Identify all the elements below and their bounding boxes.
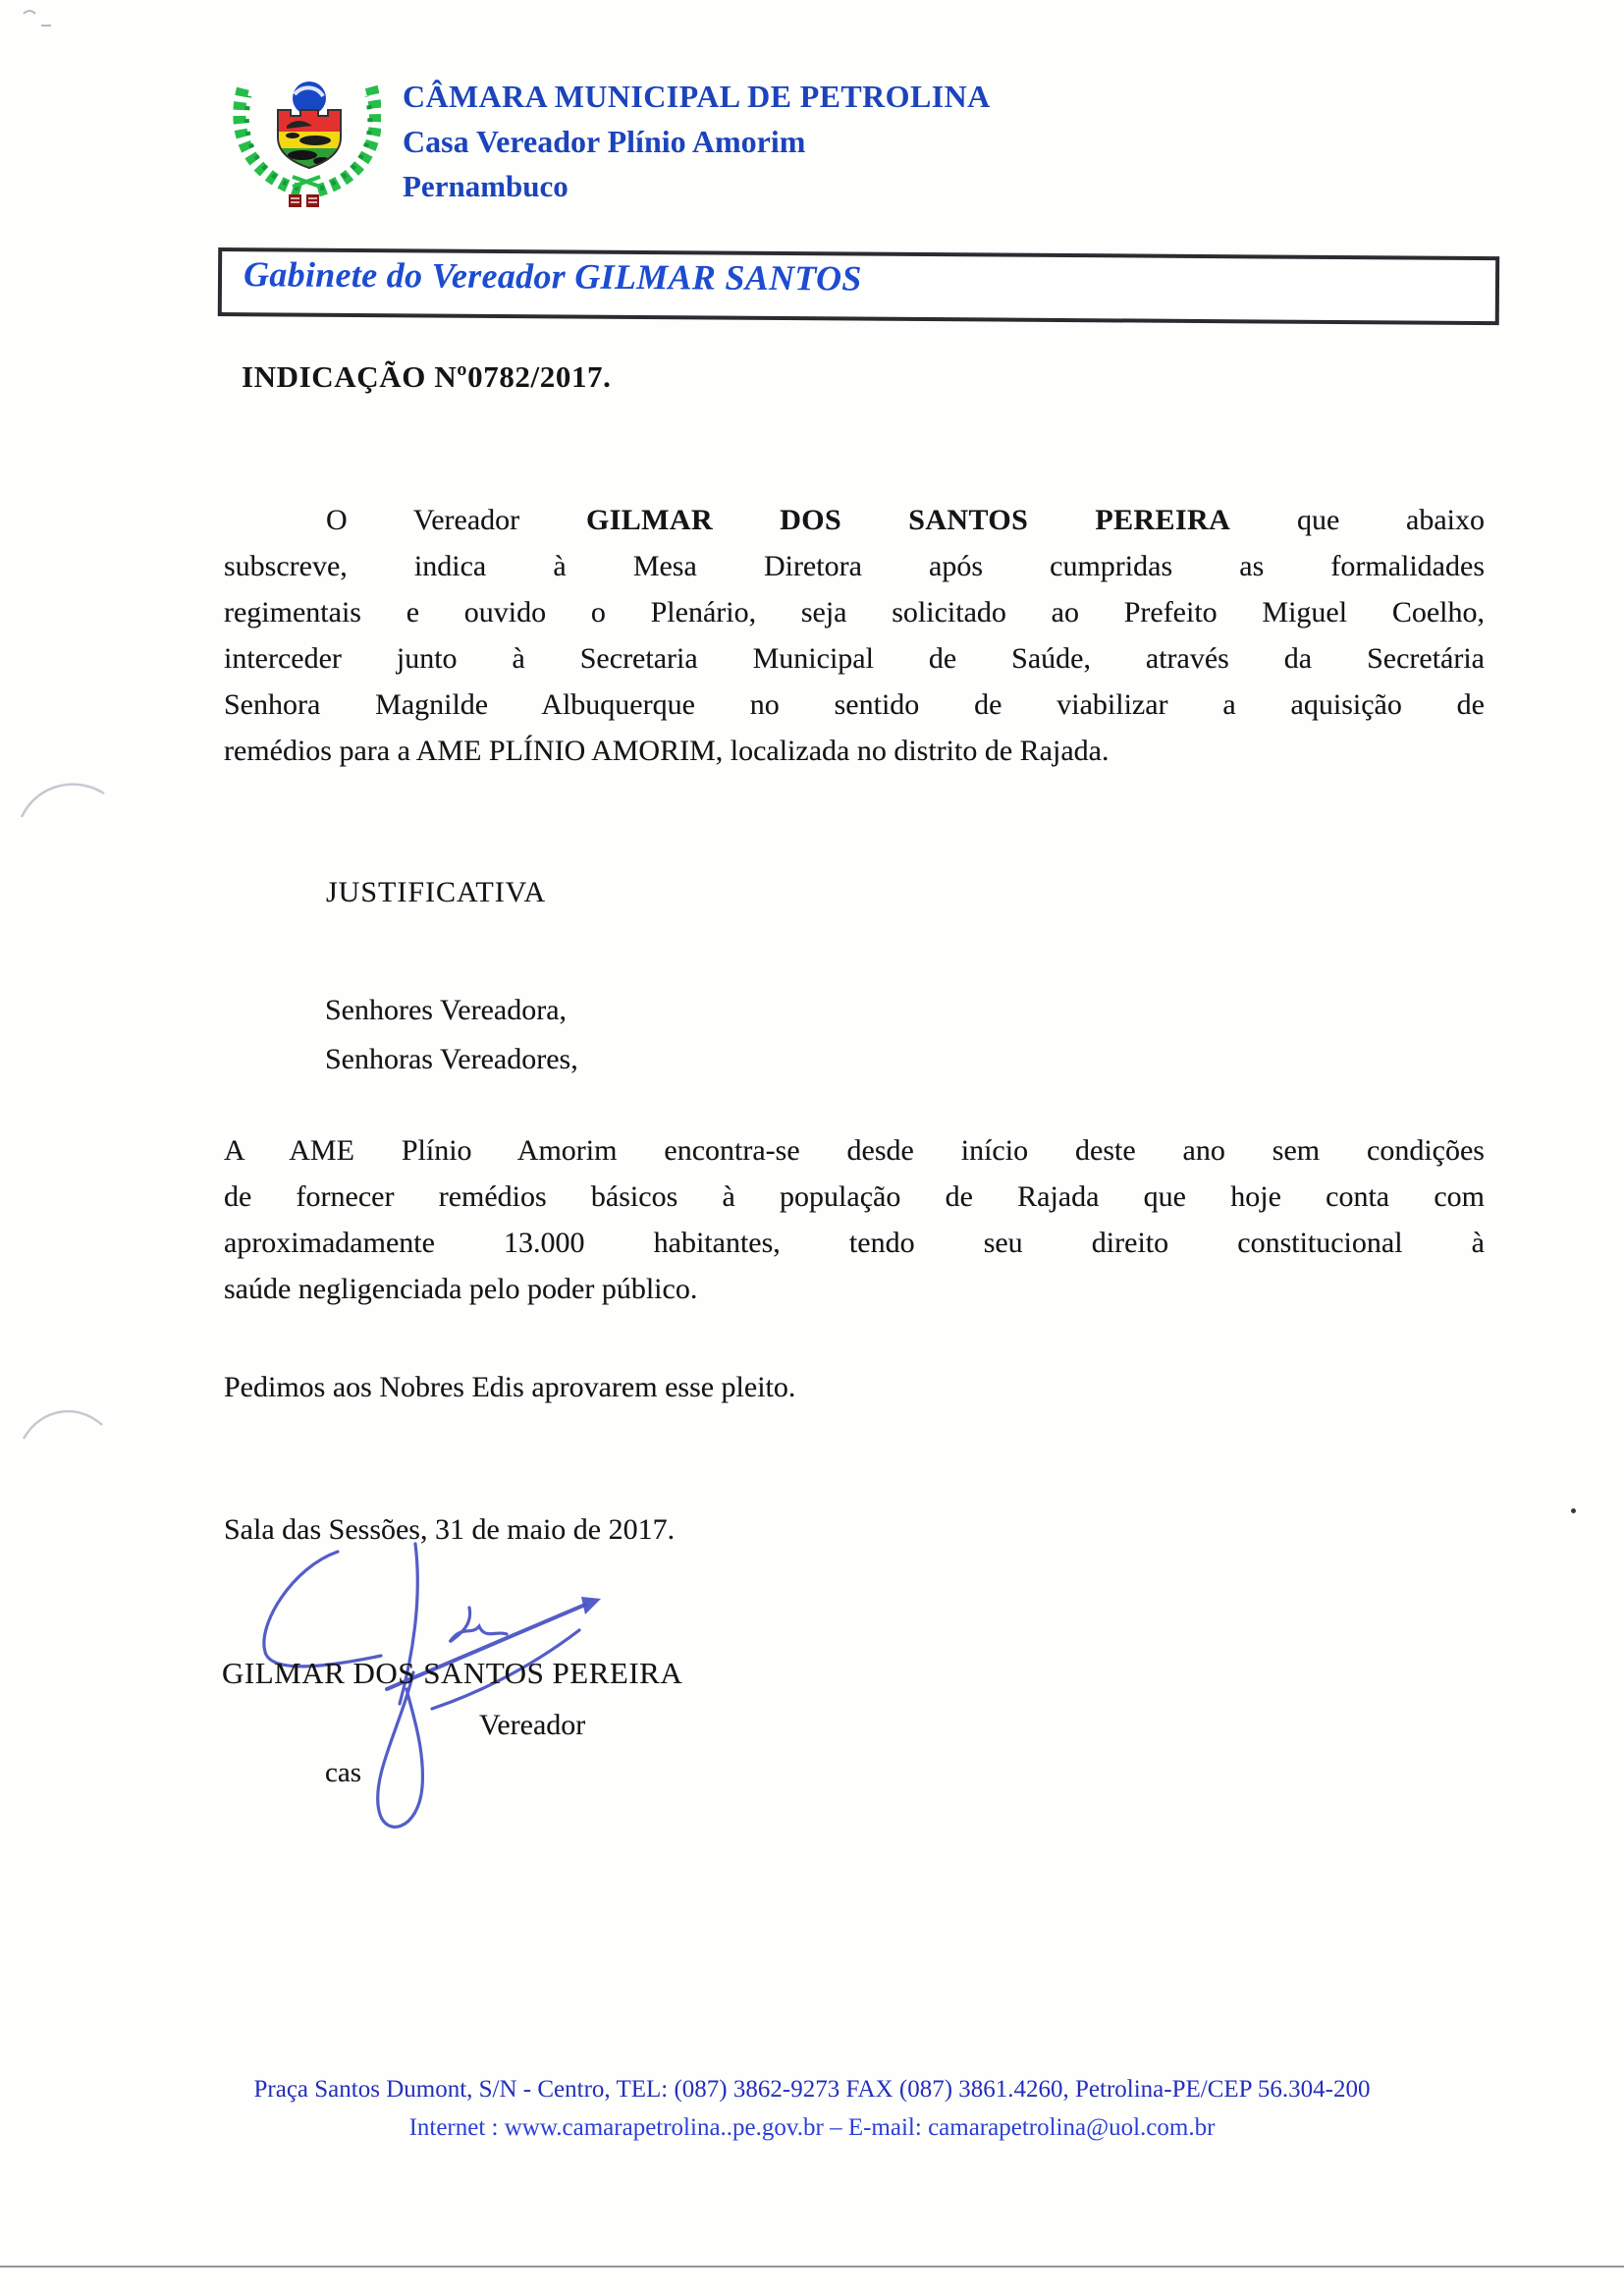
body-line: subscreve, indica à Mesa Diretora após cumpridas as formalidades bbox=[224, 550, 1485, 582]
signature-ink bbox=[236, 1530, 785, 1854]
scan-artifact-arc bbox=[18, 772, 111, 831]
salutation-line: Senhoras Vereadores, bbox=[325, 1043, 578, 1075]
justification-heading: JUSTIFICATIVA bbox=[326, 876, 547, 908]
body-line: saúde negligenciada pelo poder público. bbox=[224, 1273, 698, 1305]
body-text: que abaixo bbox=[1296, 504, 1485, 536]
signature-arrowhead bbox=[581, 1597, 601, 1614]
closing-line: Pedimos aos Nobres Edis aprovarem esse pleito. bbox=[224, 1371, 796, 1403]
doc-title: INDICAÇÃO Nº0782/2017. bbox=[242, 359, 612, 394]
office-banner-box bbox=[218, 247, 1499, 325]
body-text: O Vereador bbox=[326, 504, 520, 536]
coat-of-arms-logo bbox=[222, 73, 381, 212]
signer-title: Vereador bbox=[479, 1709, 586, 1741]
scan-artifact-mark bbox=[20, 6, 79, 35]
scan-artifact-arc bbox=[18, 1397, 111, 1456]
org-name: CÂMARA MUNICIPAL DE PETROLINA bbox=[403, 79, 991, 114]
crest-bottom-marks bbox=[289, 194, 319, 207]
body-line: A AME Plínio Amorim encontra-se desde início deste ano sem condições bbox=[224, 1134, 1485, 1167]
dateline: Sala das Sessões, 31 de maio de 2017. bbox=[224, 1513, 676, 1546]
clerk-initials: cas bbox=[325, 1757, 362, 1788]
body-line: Senhora Magnilde Albuquerque no sentido de viabilizar a aquisição de bbox=[224, 688, 1485, 721]
paragraph-2 bbox=[224, 1127, 1485, 1312]
org-state: Pernambuco bbox=[403, 169, 568, 203]
body-line: interceder junto à Secretaria Municipal de Saúde, através da Secretária bbox=[224, 642, 1485, 675]
body-line: de fornecer remédios básicos à população de Rajada que hoje conta com bbox=[224, 1180, 1485, 1213]
body-line: regimentais e ouvido o Plenário, seja solicitado ao Prefeito Miguel Coelho, bbox=[224, 596, 1485, 629]
scan-artifact-dot bbox=[1571, 1508, 1576, 1513]
body-line: remédios para a AME PLÍNIO AMORIM, localizada no distrito de Rajada. bbox=[224, 735, 1110, 767]
paragraph-1 bbox=[224, 497, 1485, 774]
body-line bbox=[224, 497, 1485, 543]
signer-name: GILMAR DOS SANTOS PEREIRA bbox=[222, 1656, 683, 1690]
salutation-line: Senhores Vereadora, bbox=[325, 994, 568, 1026]
body-line: aproximadamente 13.000 habitantes, tendo seu direito constitucional à bbox=[224, 1227, 1485, 1259]
bottom-scan-line bbox=[0, 2266, 1624, 2268]
office-banner-text: Gabinete do Vereador GILMAR SANTOS bbox=[243, 254, 862, 299]
vereador-name-bold: GILMAR DOS SANTOS PEREIRA bbox=[585, 504, 1231, 536]
org-subtitle: Casa Vereador Plínio Amorim bbox=[403, 124, 806, 159]
footer-internet: Internet : www.camarapetrolina..pe.gov.br – E-mail: camarapetrolina@uol.com.br bbox=[408, 2114, 1216, 2141]
footer-address: Praça Santos Dumont, S/N - Centro, TEL: (087) 3862-9273 FAX (087) 3861.4260, Petrolina-PE/CEP 56.304-200 bbox=[253, 2076, 1371, 2103]
